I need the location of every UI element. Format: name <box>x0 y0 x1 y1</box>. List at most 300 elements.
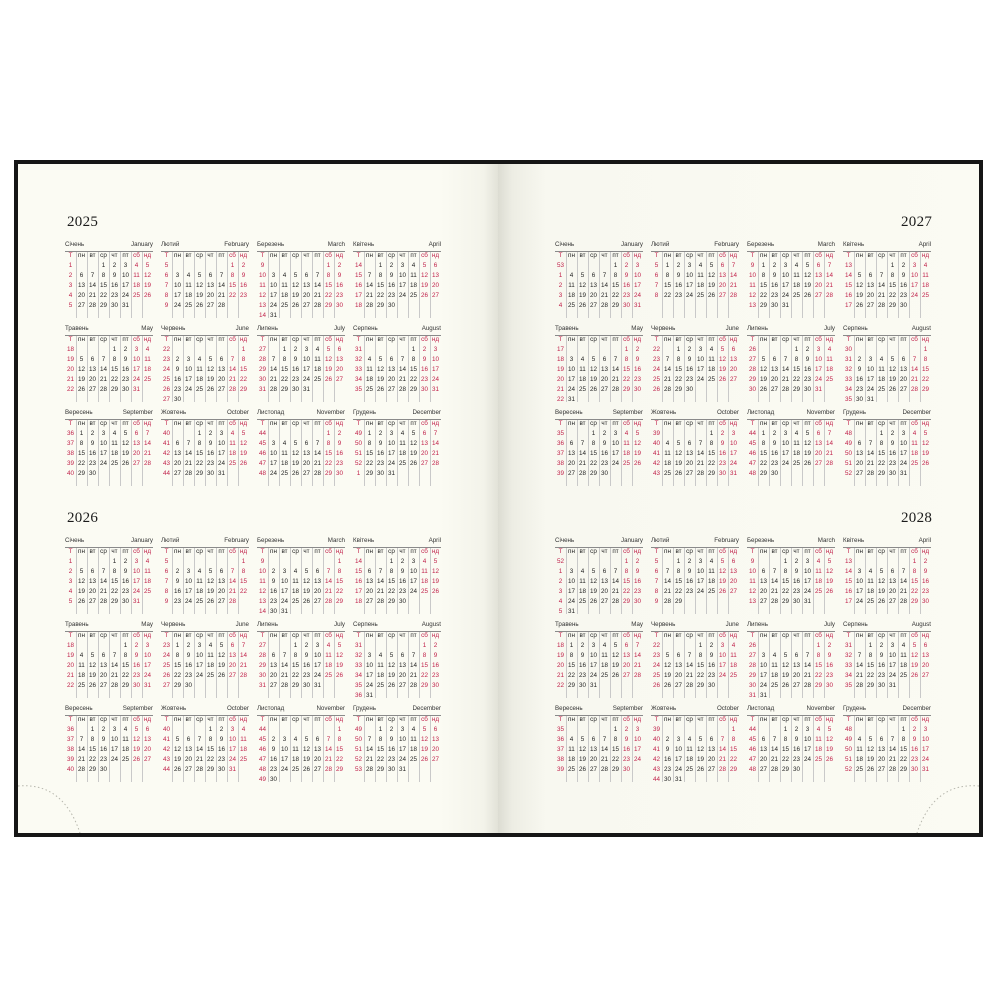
week-number-header: Т <box>750 420 755 427</box>
day-cell: 22 <box>110 588 118 595</box>
month-block <box>747 409 835 487</box>
weekday-header: вт <box>281 336 288 343</box>
day-cell: 24 <box>866 386 874 393</box>
day-cell: 30 <box>910 766 918 773</box>
day-cell: 9 <box>90 440 95 447</box>
day-cell: 30 <box>387 302 395 309</box>
week-number: 22 <box>556 682 564 689</box>
weekday-header: вт <box>675 252 682 259</box>
weekday-header: сб <box>815 420 822 427</box>
day-cell: 20 <box>313 756 321 763</box>
week-number: 3 <box>68 282 73 289</box>
weekday-header: вт <box>377 252 384 259</box>
day-cell: 4 <box>123 726 128 733</box>
day-cell: 12 <box>578 746 586 753</box>
weekday-header: пн <box>856 632 863 639</box>
month-name-en: March <box>817 241 835 248</box>
day-cell: 15 <box>792 366 800 373</box>
day-cell: 3 <box>101 430 106 437</box>
day-cell: 2 <box>857 356 862 363</box>
day-cell: 14 <box>99 578 107 585</box>
week-number: 18 <box>66 346 74 353</box>
day-cell: 27 <box>143 756 151 763</box>
day-cell: 28 <box>825 292 833 299</box>
weekday-header: нд <box>921 420 930 427</box>
day-cell: 27 <box>88 598 96 605</box>
day-cell: 25 <box>291 766 299 773</box>
day-cell: 5 <box>389 652 394 659</box>
day-cell: 6 <box>731 558 736 565</box>
day-cell: 18 <box>855 756 863 763</box>
week-number: 11 <box>749 282 756 289</box>
month-block <box>257 409 345 487</box>
day-cell: 13 <box>302 450 310 457</box>
weekday-header: вт <box>675 632 682 639</box>
month-name-uk: Листопад <box>747 705 775 712</box>
day-cell: 23 <box>707 672 715 679</box>
day-cell: 26 <box>77 598 85 605</box>
month-name-en: January <box>620 537 643 544</box>
day-cell: 12 <box>759 366 767 373</box>
day-cell: 22 <box>814 672 822 679</box>
day-cell: 12 <box>302 746 310 753</box>
day-cell: 14 <box>770 578 778 585</box>
week-number-header: Т <box>750 548 755 555</box>
day-cell: 29 <box>759 302 767 309</box>
day-cell: 24 <box>195 672 203 679</box>
day-cell: 24 <box>803 756 811 763</box>
week-number: 49 <box>258 776 266 783</box>
day-cell: 14 <box>143 440 151 447</box>
day-cell: 12 <box>589 366 597 373</box>
week-number-header: Т <box>654 632 659 639</box>
day-cell: 10 <box>143 652 151 659</box>
day-cell: 5 <box>912 642 917 649</box>
month-header <box>353 409 441 418</box>
weekday-header: пт <box>410 336 417 343</box>
day-cell: 7 <box>698 440 703 447</box>
week-number: 36 <box>556 440 564 447</box>
week-number: 30 <box>748 682 756 689</box>
day-cell: 16 <box>239 282 247 289</box>
day-cell: 28 <box>578 470 586 477</box>
weekday-header: ср <box>100 336 107 343</box>
day-cell: 17 <box>398 282 406 289</box>
day-cell: 1 <box>879 430 884 437</box>
month-name-en: June <box>725 325 739 332</box>
month-name-en: November <box>316 705 345 712</box>
weekday-header: сб <box>229 336 236 343</box>
day-cell: 19 <box>718 366 726 373</box>
month-name-uk: Грудень <box>843 409 866 416</box>
day-cell: 9 <box>123 568 128 575</box>
week-number: 31 <box>748 692 756 699</box>
day-cell: 23 <box>910 756 918 763</box>
day-cell: 13 <box>88 578 96 585</box>
day-cell: 16 <box>88 450 96 457</box>
weekday-header: чт <box>697 420 704 427</box>
month-name-uk: Червень <box>651 621 676 628</box>
day-cell: 5 <box>580 736 585 743</box>
day-cell: 26 <box>663 682 671 689</box>
day-cell: 29 <box>877 470 885 477</box>
day-cell: 30 <box>707 682 715 689</box>
day-cell: 28 <box>99 386 107 393</box>
weekday-header: чт <box>303 716 310 723</box>
day-cell: 31 <box>228 766 236 773</box>
month-header <box>843 705 931 714</box>
month-header <box>843 241 931 250</box>
month-header <box>555 621 643 630</box>
weekday-header: нд <box>143 420 152 427</box>
day-cell: 2 <box>720 430 725 437</box>
weekday-header: вт <box>867 336 874 343</box>
month-header <box>651 537 739 546</box>
week-number: 25 <box>162 662 170 669</box>
day-cell: 20 <box>589 756 597 763</box>
month-block <box>843 325 931 403</box>
day-cell: 20 <box>217 588 225 595</box>
day-cell: 9 <box>890 440 895 447</box>
weekday-header: ср <box>782 252 789 259</box>
month-name-en: December <box>412 705 441 712</box>
day-cell: 15 <box>611 282 619 289</box>
day-cell: 1 <box>282 346 287 353</box>
weekday-header: ср <box>782 632 789 639</box>
day-cell: 18 <box>877 376 885 383</box>
day-cell: 23 <box>431 672 439 679</box>
day-cell: 14 <box>866 450 874 457</box>
week-number-header: Т <box>356 716 361 723</box>
weekday-header: пт <box>218 716 225 723</box>
weekday-header: ср <box>878 632 885 639</box>
weekday-header: ср <box>878 420 885 427</box>
month-header <box>65 241 153 250</box>
day-cell: 12 <box>781 662 789 669</box>
weekday-header: ср <box>590 548 597 555</box>
day-cell: 1 <box>698 642 703 649</box>
day-cell: 7 <box>271 356 276 363</box>
week-number-header: Т <box>164 252 169 259</box>
day-cell: 13 <box>99 662 107 669</box>
day-cell: 24 <box>855 598 863 605</box>
day-cell: 11 <box>196 578 203 585</box>
day-cell: 6 <box>761 568 766 575</box>
day-cell: 20 <box>184 756 192 763</box>
weekday-header: нд <box>239 632 248 639</box>
month-name-uk: Грудень <box>353 409 376 416</box>
week-number: 5 <box>68 302 73 309</box>
week-number: 18 <box>556 642 564 649</box>
weekday-header: пн <box>568 548 575 555</box>
day-cell: 23 <box>770 292 778 299</box>
day-cell: 9 <box>923 568 928 575</box>
weekday-header: пн <box>856 548 863 555</box>
day-cell: 4 <box>857 736 862 743</box>
week-number: 30 <box>258 376 266 383</box>
day-cell: 15 <box>110 578 118 585</box>
day-cell: 21 <box>228 588 236 595</box>
day-cell: 31 <box>803 598 811 605</box>
month-header <box>161 409 249 418</box>
day-cell: 5 <box>337 642 342 649</box>
day-cell: 2 <box>378 430 383 437</box>
day-cell: 5 <box>208 568 213 575</box>
day-cell: 27 <box>567 470 575 477</box>
week-number: 6 <box>164 568 169 575</box>
day-cell: 2 <box>389 262 394 269</box>
weekday-header: сб <box>229 420 236 427</box>
day-cell: 6 <box>857 440 862 447</box>
week-number-header: Т <box>260 420 265 427</box>
week-number: 34 <box>844 386 852 393</box>
day-cell: 30 <box>855 396 863 403</box>
day-cell: 15 <box>567 662 575 669</box>
day-cell: 4 <box>624 430 629 437</box>
month-header <box>555 705 643 714</box>
weekday-header: пт <box>804 716 811 723</box>
day-cell: 15 <box>88 746 96 753</box>
day-cell: 24 <box>269 470 277 477</box>
day-cell: 4 <box>134 262 139 269</box>
day-cell: 1 <box>411 346 416 353</box>
weekday-header: чт <box>793 252 800 259</box>
weekday-header: ср <box>686 420 693 427</box>
week-number-header: Т <box>260 632 265 639</box>
day-cell: 10 <box>696 356 704 363</box>
week-number-header: Т <box>654 716 659 723</box>
month-name-en: April <box>918 537 931 544</box>
week-number: 3 <box>68 578 73 585</box>
day-cell: 26 <box>143 292 151 299</box>
weekday-header: вт <box>579 548 586 555</box>
day-cell: 26 <box>888 386 896 393</box>
day-cell: 25 <box>420 588 428 595</box>
day-cell: 31 <box>633 302 641 309</box>
day-cell: 2 <box>687 346 692 353</box>
day-cell: 9 <box>624 272 629 279</box>
day-cell: 29 <box>622 598 630 605</box>
month-header <box>257 325 345 334</box>
day-cell: 9 <box>794 736 799 743</box>
month-block <box>65 241 153 319</box>
day-cell: 29 <box>611 766 619 773</box>
weekday-header: нд <box>335 716 344 723</box>
week-number: 4 <box>558 598 563 605</box>
day-cell: 30 <box>633 598 641 605</box>
day-cell: 8 <box>208 736 213 743</box>
day-cell: 24 <box>398 292 406 299</box>
day-cell: 1 <box>709 430 714 437</box>
day-cell: 26 <box>206 598 214 605</box>
week-number: 18 <box>354 598 362 605</box>
day-cell: 14 <box>217 282 225 289</box>
weekday-header: вт <box>579 336 586 343</box>
day-cell: 25 <box>600 672 608 679</box>
weekday-header: нд <box>921 632 930 639</box>
week-number: 42 <box>652 460 660 467</box>
day-cell: 13 <box>365 578 373 585</box>
day-cell: 2 <box>337 262 342 269</box>
day-cell: 17 <box>803 746 811 753</box>
month-name-en: July <box>333 621 345 628</box>
day-cell: 17 <box>173 292 181 299</box>
week-number: 31 <box>844 642 852 649</box>
week-number-header: Т <box>750 716 755 723</box>
day-cell: 26 <box>633 460 641 467</box>
day-cell: 24 <box>781 460 789 467</box>
day-cell: 8 <box>816 652 821 659</box>
day-cell: 1 <box>326 430 331 437</box>
day-cell: 27 <box>866 302 874 309</box>
day-cell: 24 <box>431 376 439 383</box>
day-cell: 2 <box>580 642 585 649</box>
day-cell: 14 <box>910 366 918 373</box>
day-cell: 28 <box>718 766 726 773</box>
day-cell: 20 <box>921 662 929 669</box>
weekday-header: сб <box>719 420 726 427</box>
weekday-header: ср <box>196 632 203 639</box>
day-cell: 26 <box>420 292 428 299</box>
day-cell: 10 <box>313 652 321 659</box>
day-cell: 31 <box>674 776 682 783</box>
week-number-header: Т <box>654 252 659 259</box>
day-cell: 27 <box>398 682 406 689</box>
day-cell: 31 <box>814 386 822 393</box>
day-cell: 11 <box>78 662 85 669</box>
weekday-header: вт <box>185 336 192 343</box>
week-number: 23 <box>652 652 660 659</box>
day-cell: 5 <box>857 272 862 279</box>
week-number: 11 <box>259 578 266 585</box>
day-cell: 19 <box>633 450 641 457</box>
day-cell: 21 <box>313 292 321 299</box>
day-cell: 30 <box>600 470 608 477</box>
month-name-uk: Квітень <box>843 537 865 544</box>
month-name-uk: Вересень <box>555 705 583 712</box>
week-number: 46 <box>258 746 266 753</box>
weekday-header: пт <box>804 548 811 555</box>
day-cell: 15 <box>280 366 288 373</box>
day-cell: 2 <box>635 346 640 353</box>
day-cell: 20 <box>899 376 907 383</box>
day-cell: 15 <box>387 578 395 585</box>
day-cell: 30 <box>622 302 630 309</box>
week-number: 46 <box>748 746 756 753</box>
day-cell: 21 <box>143 450 151 457</box>
week-number: 10 <box>748 272 756 279</box>
week-number: 1 <box>356 470 361 477</box>
day-cell: 2 <box>687 558 692 565</box>
day-cell: 7 <box>580 440 585 447</box>
day-cell: 17 <box>567 376 575 383</box>
day-cell: 4 <box>145 558 150 565</box>
day-cell: 13 <box>792 662 800 669</box>
weekday-header: чт <box>399 336 406 343</box>
day-cell: 20 <box>729 366 737 373</box>
weekday-header: сб <box>911 420 918 427</box>
day-cell: 7 <box>890 736 895 743</box>
day-cell: 15 <box>420 662 428 669</box>
day-cell: 13 <box>866 282 874 289</box>
day-cell: 18 <box>825 366 833 373</box>
day-cell: 8 <box>293 652 298 659</box>
day-cell: 16 <box>855 376 863 383</box>
day-cell: 27 <box>589 766 597 773</box>
month-name-en: December <box>412 409 441 416</box>
day-cell: 18 <box>729 662 737 669</box>
weekday-header: чт <box>793 716 800 723</box>
month-block <box>161 409 249 487</box>
day-cell: 14 <box>313 282 321 289</box>
day-cell: 8 <box>282 356 287 363</box>
day-cell: 17 <box>685 282 693 289</box>
weekday-header: ср <box>196 716 203 723</box>
weekday-header: нд <box>239 548 248 555</box>
month-name-en: July <box>333 325 345 332</box>
day-cell: 14 <box>663 366 671 373</box>
day-cell: 14 <box>685 662 693 669</box>
day-cell: 19 <box>578 756 586 763</box>
day-cell: 6 <box>315 568 320 575</box>
day-cell: 6 <box>304 272 309 279</box>
day-cell: 20 <box>718 282 726 289</box>
day-cell: 25 <box>877 386 885 393</box>
weekday-header: пт <box>804 336 811 343</box>
weekday-header: вт <box>185 252 192 259</box>
day-cell: 23 <box>121 588 129 595</box>
month-header <box>161 325 249 334</box>
day-cell: 9 <box>709 652 714 659</box>
day-cell: 19 <box>420 282 428 289</box>
month-name-uk: Жовтень <box>161 705 187 712</box>
weekday-header: сб <box>623 336 630 343</box>
day-cell: 14 <box>324 578 332 585</box>
day-cell: 2 <box>805 346 810 353</box>
week-number: 16 <box>844 292 852 299</box>
day-cell: 16 <box>663 756 671 763</box>
day-cell: 19 <box>387 672 395 679</box>
day-cell: 30 <box>663 776 671 783</box>
weekday-header: сб <box>421 548 428 555</box>
day-cell: 17 <box>781 282 789 289</box>
day-cell: 28 <box>600 766 608 773</box>
day-cell: 16 <box>685 578 693 585</box>
day-cell: 27 <box>729 588 737 595</box>
weekday-header: вт <box>89 632 96 639</box>
day-cell: 17 <box>781 450 789 457</box>
day-cell: 15 <box>866 662 874 669</box>
day-cell: 15 <box>622 366 630 373</box>
day-cell: 27 <box>718 292 726 299</box>
day-cell: 7 <box>772 736 777 743</box>
weekday-header: сб <box>133 252 140 259</box>
day-cell: 17 <box>269 292 277 299</box>
month-header <box>747 325 835 334</box>
day-cell: 1 <box>389 558 394 565</box>
weekday-header: пн <box>366 716 373 723</box>
day-cell: 2 <box>134 642 139 649</box>
day-cell: 6 <box>186 736 191 743</box>
weekday-header: пт <box>410 716 417 723</box>
day-cell: 25 <box>792 292 800 299</box>
month-block <box>161 241 249 319</box>
week-number-header: Т <box>68 420 73 427</box>
month-block <box>65 409 153 487</box>
day-cell: 5 <box>827 726 832 733</box>
day-cell: 3 <box>186 568 191 575</box>
day-cell: 23 <box>420 376 428 383</box>
